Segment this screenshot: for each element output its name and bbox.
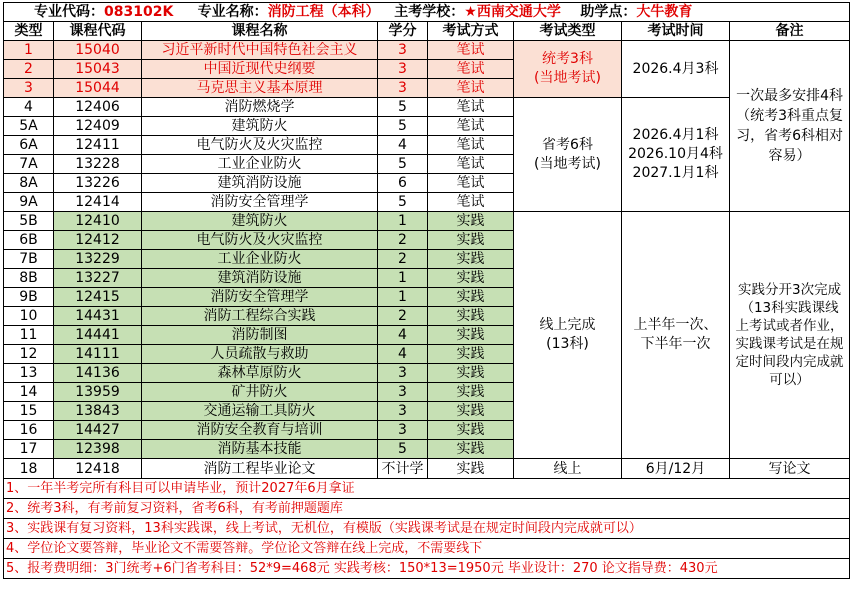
cell-credit: 6 bbox=[378, 174, 428, 193]
cell-code: 12418 bbox=[54, 459, 142, 479]
footer-note: 3、实践课有复习资料，13科实践课，线上考试，无机位，有模版（实践课考试是在规定时间段内完成就可以） bbox=[4, 519, 850, 539]
col-exam-type: 考试类型 bbox=[514, 22, 622, 41]
practice-remark: 实践分开3次完成（13科实践课线上考试或者作业，实践课考试是在规定时间段内完成就可以） bbox=[730, 212, 850, 459]
cell-name: 消防燃烧学 bbox=[142, 98, 378, 117]
cell-name: 建筑防火 bbox=[142, 117, 378, 136]
cell-type: 9B bbox=[4, 288, 54, 307]
school-label: 主考学校： bbox=[394, 4, 465, 20]
cell-code: 14111 bbox=[54, 345, 142, 364]
cell-name: 工业企业防火 bbox=[142, 155, 378, 174]
col-credit: 学分 bbox=[378, 22, 428, 41]
cell-credit: 4 bbox=[378, 136, 428, 155]
cell-type: 6B bbox=[4, 231, 54, 250]
cell-name: 消防基本技能 bbox=[142, 440, 378, 459]
cell-type: 6A bbox=[4, 136, 54, 155]
cell-credit: 5 bbox=[378, 155, 428, 174]
cell-type: 8B bbox=[4, 269, 54, 288]
cell-name: 中国近现代史纲要 bbox=[142, 60, 378, 79]
cell-code: 15040 bbox=[54, 41, 142, 60]
column-header-row bbox=[4, 22, 850, 41]
course-table bbox=[3, 2, 850, 579]
cell-name: 建筑防火 bbox=[142, 212, 378, 231]
cell-mode: 实践 bbox=[428, 250, 514, 269]
cell-code: 12398 bbox=[54, 440, 142, 459]
cell-name: 森林草原防火 bbox=[142, 364, 378, 383]
unified-exam-type bbox=[514, 41, 622, 98]
practice-exam-time-text: 上半年一次、 下半年一次 bbox=[633, 317, 718, 352]
cell-code: 14441 bbox=[54, 326, 142, 345]
cell-type: 5A bbox=[4, 117, 54, 136]
sheet-header bbox=[4, 3, 850, 22]
cell-name: 建筑消防设施 bbox=[142, 174, 378, 193]
footer-note: 4、学位论文要答辩，毕业论文不需要答辩。学位论文答辩在线上完成，不需要线下 bbox=[4, 539, 850, 559]
cell-code: 12414 bbox=[54, 193, 142, 212]
cell-mode: 实践 bbox=[428, 440, 514, 459]
cell-code: 13227 bbox=[54, 269, 142, 288]
cell-code: 12411 bbox=[54, 136, 142, 155]
col-type: 类型 bbox=[4, 22, 54, 41]
cell-name: 马克思主义基本原理 bbox=[142, 79, 378, 98]
cell-type: 9A bbox=[4, 193, 54, 212]
cell-name: 矿井防火 bbox=[142, 383, 378, 402]
provincial-exam-time bbox=[622, 98, 730, 212]
col-code: 课程代码 bbox=[54, 22, 142, 41]
col-name: 课程名称 bbox=[142, 22, 378, 41]
provincial-exam-type bbox=[514, 98, 622, 212]
cell-name: 工业企业防火 bbox=[142, 250, 378, 269]
cell-credit: 3 bbox=[378, 402, 428, 421]
cell-code: 12412 bbox=[54, 231, 142, 250]
cell-type: 16 bbox=[4, 421, 54, 440]
cell-type: 10 bbox=[4, 307, 54, 326]
cell-mode: 实践 bbox=[428, 402, 514, 421]
cell-mode: 实践 bbox=[428, 345, 514, 364]
cell-code: 15044 bbox=[54, 79, 142, 98]
cell-credit: 5 bbox=[378, 117, 428, 136]
cell-name: 消防制图 bbox=[142, 326, 378, 345]
cell-type: 11 bbox=[4, 326, 54, 345]
cell-mode: 笔试 bbox=[428, 174, 514, 193]
cell-type: 17 bbox=[4, 440, 54, 459]
provincial-exam-time-text: 2026.4月1科 2026.10月4科 2027.1月1科 bbox=[628, 127, 723, 181]
cell-type: 7A bbox=[4, 155, 54, 174]
cell-code: 15043 bbox=[54, 60, 142, 79]
cell-credit: 1 bbox=[378, 288, 428, 307]
cell-mode: 实践 bbox=[428, 288, 514, 307]
cell-credit: 3 bbox=[378, 60, 428, 79]
cell-mode: 笔试 bbox=[428, 136, 514, 155]
major-name-label: 专业名称： bbox=[197, 4, 268, 20]
cell-credit: 4 bbox=[378, 326, 428, 345]
thesis-remark: 写论文 bbox=[730, 459, 850, 479]
unified-exam-type-text: 统考3科 (当地考试) bbox=[534, 51, 601, 86]
major-code-label: 专业代码： bbox=[34, 4, 104, 20]
col-remark: 备注 bbox=[730, 22, 850, 41]
cell-code: 13226 bbox=[54, 174, 142, 193]
cell-code: 12415 bbox=[54, 288, 142, 307]
cell-code: 12409 bbox=[54, 117, 142, 136]
cell-mode: 实践 bbox=[428, 383, 514, 402]
table-row bbox=[4, 459, 850, 479]
site-label: 助学点： bbox=[580, 4, 637, 20]
cell-credit: 5 bbox=[378, 98, 428, 117]
cell-credit: 4 bbox=[378, 345, 428, 364]
cell-code: 13959 bbox=[54, 383, 142, 402]
cell-code: 14136 bbox=[54, 364, 142, 383]
cell-name: 建筑消防设施 bbox=[142, 269, 378, 288]
cell-mode: 实践 bbox=[428, 421, 514, 440]
cell-type: 4 bbox=[4, 98, 54, 117]
cell-credit: 3 bbox=[378, 79, 428, 98]
unified-exam-time-text: 2026.4月3科 bbox=[632, 61, 719, 77]
cell-credit: 2 bbox=[378, 250, 428, 269]
provincial-exam-type-text: 省考6科 (当地考试) bbox=[534, 136, 601, 172]
cell-name: 人员疏散与救助 bbox=[142, 345, 378, 364]
cell-name: 消防安全管理学 bbox=[142, 193, 378, 212]
major-name-value: 消防工程（本科） bbox=[267, 4, 380, 20]
cell-name: 消防安全管理学 bbox=[142, 288, 378, 307]
cell-type: 13 bbox=[4, 364, 54, 383]
cell-type: 3 bbox=[4, 79, 54, 98]
footer-note: 1、一年半考完所有科目可以申请毕业，预计2027年6月拿证 bbox=[4, 479, 850, 499]
cell-mode: 笔试 bbox=[428, 79, 514, 98]
cell-credit: 5 bbox=[378, 193, 428, 212]
exam-remark: 一次最多安排4科（统考3科重点复习，省考6科相对容易） bbox=[730, 41, 850, 212]
course-plan-sheet bbox=[3, 2, 849, 579]
cell-mode: 笔试 bbox=[428, 117, 514, 136]
cell-type: 2 bbox=[4, 60, 54, 79]
cell-mode: 实践 bbox=[428, 326, 514, 345]
cell-credit: 3 bbox=[378, 383, 428, 402]
cell-credit: 2 bbox=[378, 307, 428, 326]
site-value: 大牛教育 bbox=[636, 4, 693, 20]
unified-exam-time bbox=[622, 41, 730, 98]
cell-type: 15 bbox=[4, 402, 54, 421]
cell-name: 消防工程综合实践 bbox=[142, 307, 378, 326]
cell-type: 14 bbox=[4, 383, 54, 402]
cell-code: 13843 bbox=[54, 402, 142, 421]
cell-mode: 实践 bbox=[428, 269, 514, 288]
cell-type: 12 bbox=[4, 345, 54, 364]
cell-mode: 实践 bbox=[428, 364, 514, 383]
cell-type: 1 bbox=[4, 41, 54, 60]
cell-mode: 笔试 bbox=[428, 98, 514, 117]
footer-note: 2、统考3科，有考前复习资料，省考6科，有考前押题题库 bbox=[4, 499, 850, 519]
cell-mode: 笔试 bbox=[428, 155, 514, 174]
cell-credit: 1 bbox=[378, 212, 428, 231]
cell-type: 7B bbox=[4, 250, 54, 269]
cell-code: 13228 bbox=[54, 155, 142, 174]
cell-type: 8A bbox=[4, 174, 54, 193]
footer-note: 5、报考费明细：3门统考+6门省考科目：52*9=468元 实践考核：150*13=1950元 毕业设计：270 论文指导费：430元 bbox=[4, 559, 850, 579]
cell-mode: 笔试 bbox=[428, 60, 514, 79]
cell-name: 电气防火及火灾监控 bbox=[142, 231, 378, 250]
table-row bbox=[4, 41, 850, 60]
cell-mode: 笔试 bbox=[428, 193, 514, 212]
col-exam-time: 考试时间 bbox=[622, 22, 730, 41]
cell-name: 电气防火及火灾监控 bbox=[142, 136, 378, 155]
cell-credit: 不计学 bbox=[378, 459, 428, 479]
cell-name: 习近平新时代中国特色社会主义 bbox=[142, 41, 378, 60]
cell-code: 14431 bbox=[54, 307, 142, 326]
table-row bbox=[4, 212, 850, 231]
cell-mode: 实践 bbox=[428, 231, 514, 250]
cell-code: 14427 bbox=[54, 421, 142, 440]
col-mode: 考试方式 bbox=[428, 22, 514, 41]
major-code-value: 083102K bbox=[104, 4, 174, 20]
cell-name: 交通运输工具防火 bbox=[142, 402, 378, 421]
thesis-exam-type: 线上 bbox=[514, 459, 622, 479]
practice-exam-type bbox=[514, 212, 622, 459]
cell-code: 12410 bbox=[54, 212, 142, 231]
cell-credit: 1 bbox=[378, 269, 428, 288]
practice-exam-type-text: 线上完成 (13科) bbox=[539, 317, 596, 352]
cell-code: 13229 bbox=[54, 250, 142, 269]
thesis-exam-time: 6月/12月 bbox=[622, 459, 730, 479]
cell-mode: 实践 bbox=[428, 307, 514, 326]
cell-mode: 笔试 bbox=[428, 41, 514, 60]
cell-type: 5B bbox=[4, 212, 54, 231]
cell-credit: 3 bbox=[378, 364, 428, 383]
cell-type: 18 bbox=[4, 459, 54, 479]
cell-name: 消防工程毕业论文 bbox=[142, 459, 378, 479]
cell-credit: 2 bbox=[378, 231, 428, 250]
cell-mode: 实践 bbox=[428, 212, 514, 231]
cell-mode: 实践 bbox=[428, 459, 514, 479]
school-value: ★西南交通大学 bbox=[464, 4, 561, 20]
practice-exam-time bbox=[622, 212, 730, 459]
cell-credit: 5 bbox=[378, 440, 428, 459]
cell-code: 12406 bbox=[54, 98, 142, 117]
table-row bbox=[4, 98, 850, 117]
cell-credit: 3 bbox=[378, 41, 428, 60]
cell-name: 消防安全教育与培训 bbox=[142, 421, 378, 440]
cell-credit: 3 bbox=[378, 421, 428, 440]
